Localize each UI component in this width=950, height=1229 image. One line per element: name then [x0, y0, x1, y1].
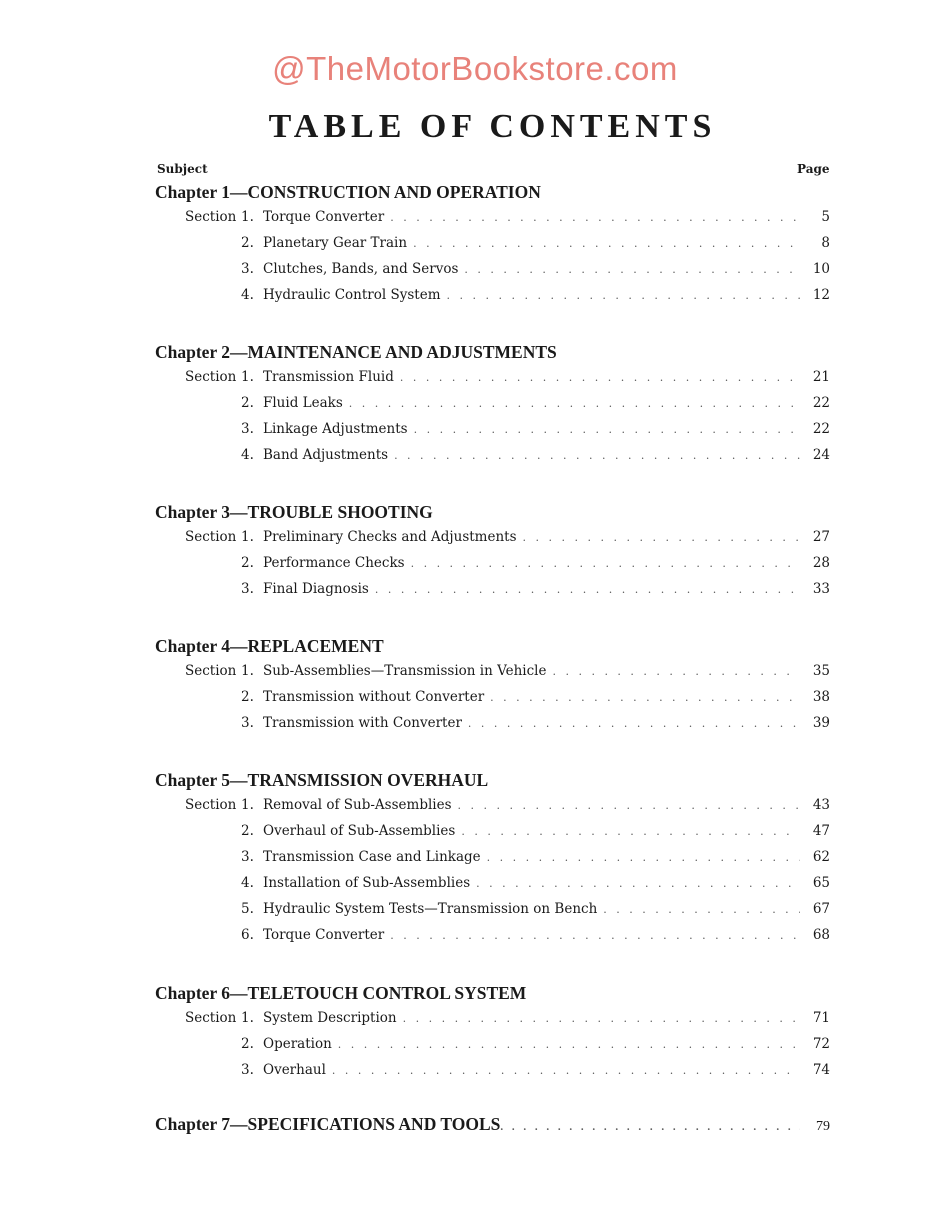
section-title: Transmission Fluid [263, 369, 394, 385]
section-number: 2. [241, 555, 254, 571]
section-label: Section [185, 797, 237, 813]
toc-entry [155, 821, 830, 847]
section-number: 1. [241, 529, 254, 545]
page-number: 22 [812, 421, 830, 437]
section-number: 1. [241, 1010, 254, 1026]
toc-entry [155, 925, 830, 951]
page-number: 22 [812, 395, 830, 411]
toc-entry [155, 847, 830, 873]
dot-leader [476, 874, 800, 894]
page-number: 27 [812, 529, 830, 545]
dot-leader [500, 1116, 800, 1138]
section-title: Overhaul [263, 1062, 326, 1078]
section-title: Installation of Sub-Assemblies [263, 875, 471, 891]
page-number: 5 [821, 209, 830, 225]
chapter-title-text: Chapter 4—REPLACEMENT [155, 636, 384, 656]
chapter-title-text: Chapter 5—TRANSMISSION OVERHAUL [155, 770, 489, 790]
chapter-title-text: Chapter 7—SPECIFICATIONS AND TOOLS [155, 1114, 501, 1134]
section-label: Section [185, 369, 237, 385]
page-number: 8 [821, 235, 830, 251]
dot-leader [464, 260, 800, 280]
dot-leader [338, 1035, 800, 1055]
page-number: 24 [812, 447, 830, 463]
dot-leader [468, 714, 800, 734]
chapter-block [155, 341, 830, 471]
section-title: Final Diagnosis [263, 581, 369, 597]
page-number: 74 [812, 1062, 830, 1078]
chapter-block [155, 501, 830, 605]
dot-leader [403, 1009, 800, 1029]
section-number: 1. [241, 663, 254, 679]
section-number: 1. [241, 797, 254, 813]
section-number: 3. [241, 581, 254, 597]
section-number: 3. [241, 849, 254, 865]
dot-leader [461, 822, 800, 842]
toc-entry [155, 661, 830, 687]
watermark: @TheMotorBookstore.com [272, 50, 678, 87]
section-title: Operation [263, 1036, 332, 1052]
toc-entry [155, 367, 830, 393]
chapter-block [155, 1113, 830, 1139]
toc-entry [155, 899, 830, 925]
dot-leader [332, 1061, 800, 1081]
chapter-title [155, 501, 830, 527]
dot-leader [400, 368, 800, 388]
dot-leader [552, 662, 800, 682]
section-number: 6. [241, 927, 254, 943]
dot-leader [411, 554, 800, 574]
dot-leader [413, 234, 800, 254]
dot-leader [523, 528, 800, 548]
section-number: 3. [241, 715, 254, 731]
section-number: 1. [241, 369, 254, 385]
dot-leader [390, 926, 800, 946]
section-title: Torque Converter [263, 209, 385, 225]
toc-entry [155, 445, 830, 471]
section-label: Section [185, 1010, 237, 1026]
chapter-title-text: Chapter 3—TROUBLE SHOOTING [155, 502, 433, 522]
section-title: Transmission with Converter [263, 715, 462, 731]
chapter-title-text: Chapter 2—MAINTENANCE AND ADJUSTMENTS [155, 342, 557, 362]
toc-entry [155, 1060, 830, 1086]
section-title: Linkage Adjustments [263, 421, 408, 437]
section-title: Transmission Case and Linkage [263, 849, 481, 865]
dot-leader [414, 420, 800, 440]
toc-entry [155, 393, 830, 419]
toc-entry [155, 233, 830, 259]
page-number: 72 [812, 1036, 830, 1052]
section-title: Overhaul of Sub-Assemblies [263, 823, 456, 839]
section-number: 4. [241, 287, 254, 303]
page-title: TABLE OF CONTENTS [268, 108, 717, 145]
toc-entry [155, 579, 830, 605]
page-number: 21 [812, 369, 830, 385]
chapter-title [155, 181, 830, 207]
page-number: 39 [812, 715, 830, 731]
page-column-header: Page [797, 162, 830, 176]
page-number: 67 [812, 901, 830, 917]
section-title: Fluid Leaks [263, 395, 343, 411]
chapter-title-text: Chapter 1—CONSTRUCTION AND OPERATION [155, 182, 541, 202]
section-number: 3. [241, 261, 254, 277]
section-label: Section [185, 663, 237, 679]
section-title: System Description [263, 1010, 397, 1026]
section-title: Sub-Assemblies—Transmission in Vehicle [263, 663, 547, 679]
chapter-title [155, 635, 830, 661]
toc-entry [155, 419, 830, 445]
page-number: 33 [812, 581, 830, 597]
page-number: 79 [816, 1119, 830, 1134]
toc-entry [155, 795, 830, 821]
dot-leader [390, 208, 800, 228]
subject-column-header: Subject [157, 162, 208, 176]
dot-leader [375, 580, 800, 600]
section-title: Band Adjustments [263, 447, 389, 463]
section-title: Hydraulic System Tests—Transmission on Bench [263, 901, 598, 917]
section-number: 3. [241, 1062, 254, 1078]
section-number: 2. [241, 235, 254, 251]
page-number: 38 [812, 689, 830, 705]
dot-leader [394, 446, 800, 466]
chapter-title [155, 1113, 830, 1139]
page-number: 35 [812, 663, 830, 679]
section-title: Torque Converter [263, 927, 385, 943]
dot-leader [603, 900, 800, 920]
chapter-block [155, 982, 830, 1086]
section-title: Removal of Sub-Assemblies [263, 797, 452, 813]
page-number: 71 [812, 1010, 830, 1026]
page-number: 68 [812, 927, 830, 943]
dot-leader [447, 286, 800, 306]
section-number: 5. [241, 901, 254, 917]
dot-leader [490, 688, 800, 708]
section-number: 2. [241, 689, 254, 705]
page-number: 65 [812, 875, 830, 891]
section-label: Section [185, 529, 237, 545]
section-number: 4. [241, 447, 254, 463]
toc-entry [155, 285, 830, 311]
toc-entry [155, 553, 830, 579]
section-title: Hydraulic Control System [263, 287, 441, 303]
section-title: Planetary Gear Train [263, 235, 408, 251]
chapter-block [155, 769, 830, 951]
section-title: Clutches, Bands, and Servos [263, 261, 459, 277]
toc-entry [155, 713, 830, 739]
dot-leader [487, 848, 800, 868]
section-number: 2. [241, 823, 254, 839]
section-number: 3. [241, 421, 254, 437]
chapter-title-text: Chapter 6—TELETOUCH CONTROL SYSTEM [155, 983, 527, 1003]
chapter-block [155, 181, 830, 311]
page-number: 12 [812, 287, 830, 303]
page-number: 43 [812, 797, 830, 813]
section-label: Section [185, 209, 237, 225]
chapter-block [155, 635, 830, 739]
dot-leader [349, 394, 800, 414]
chapter-title [155, 982, 830, 1008]
section-number: 2. [241, 395, 254, 411]
toc-entry [155, 259, 830, 285]
section-number: 2. [241, 1036, 254, 1052]
toc-entry [155, 687, 830, 713]
toc-entry [155, 207, 830, 233]
chapter-title [155, 769, 830, 795]
dot-leader [458, 796, 800, 816]
section-number: 4. [241, 875, 254, 891]
toc-entry [155, 1008, 830, 1034]
section-title: Transmission without Converter [263, 689, 485, 705]
page-number: 47 [812, 823, 830, 839]
toc-entry [155, 873, 830, 899]
section-title: Preliminary Checks and Adjustments [263, 529, 517, 545]
section-number: 1. [241, 209, 254, 225]
page-number: 10 [812, 261, 830, 277]
chapter-title [155, 341, 830, 367]
page-number: 28 [812, 555, 830, 571]
toc-entry [155, 527, 830, 553]
section-title: Performance Checks [263, 555, 405, 571]
page-number: 62 [812, 849, 830, 865]
toc-entry [155, 1034, 830, 1060]
